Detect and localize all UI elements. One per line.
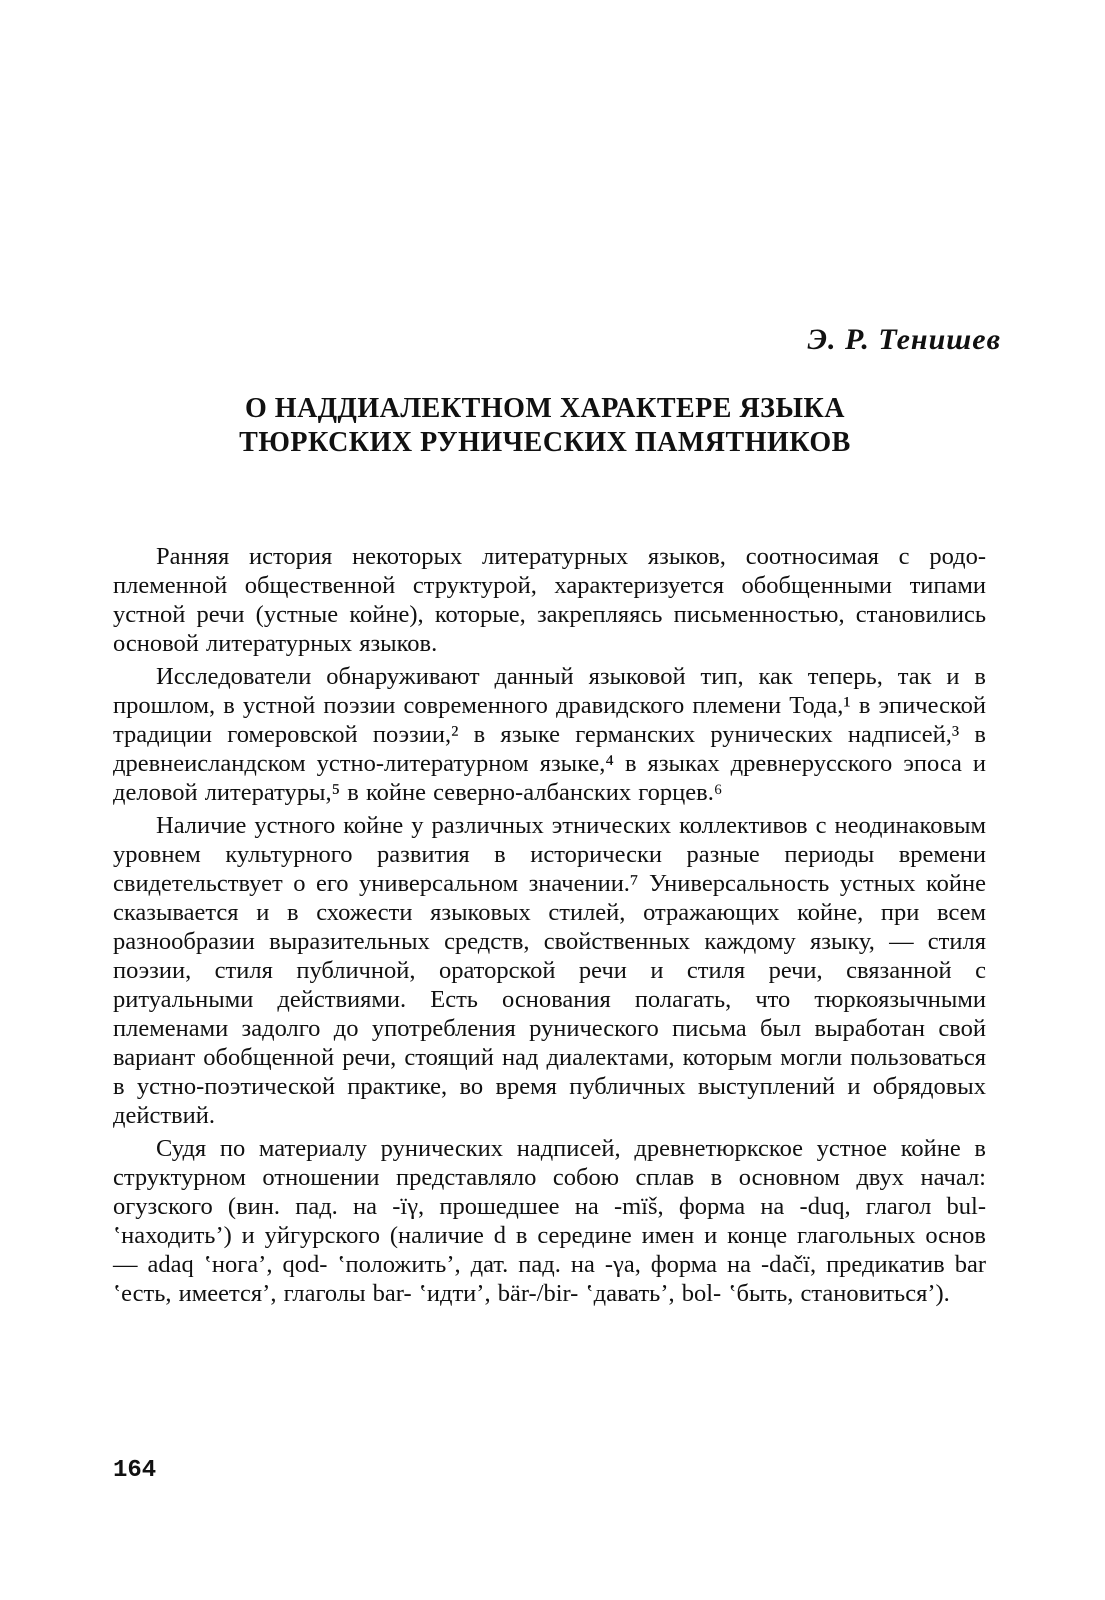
article-title <box>120 392 970 460</box>
title-line-1: О НАДДИАЛЕКТНОМ ХАРАКТЕРЕ ЯЗЫКА <box>245 393 845 424</box>
article-body <box>113 542 986 1312</box>
paragraph-3: Наличие устного койне у различных этнических коллективов с неодинаковым уровнем культурного развития в исторически разные периоды времени свидетельствует о его универсальном значении.⁷ Универсальность устных койне сказывается и в схожести языковых стилей, отражающих койне, при всем разнообразии выразительных средств, свойственных каждому языку, — стиля поэзии, стиля публичной, ораторской речи и стиля речи, связанной с ритуальными действиями. Есть основания полагать, что тюркоязычными племенами задолго до употребления рунического письма был выработан свой вариант обобщенной речи, стоящий над диалектами, которым могли пользоваться в устно-поэтической практике, во время публичных выступлений и обрядовых действий. <box>113 812 986 1129</box>
author-name: Э. Р. Тенишев <box>807 323 1001 356</box>
page-number: 164 <box>113 1457 157 1484</box>
title-line-2: ТЮРКСКИХ РУНИЧЕСКИХ ПАМЯТНИКОВ <box>239 427 851 458</box>
paragraph-4: Судя по материалу рунических надписей, древнетюркское устное койне в структурном отношении представляло собою сплав в основном двух начал: огузского (вин. пад. на -ïγ, прошедшее на -mïš, форма на -duq, глагол bul- ʽнаходить’) и уйгурского (наличие d в середине имен и конце глагольных основ — adaq ʽнога’, qod- ʽположить’, дат. пад. на -γa, форма на -dačï, предикатив bar ʽесть, имеется’, глаголы bar- ʽидти’, bär-/bir- ʽдавать’, bol- ʽбыть, становиться’). <box>113 1135 986 1307</box>
paragraph-2: Исследователи обнаруживают данный языковой тип, как теперь, так и в прошлом, в устной поэзии современного дравидского племени Тода,¹ в эпической традиции гомеровской поэзии,² в языке германских рунических надписей,³ в древнеисландском устно-литературном языке,⁴ в языках древнерусского эпоса и деловой литературы,⁵ в койне северно-албанских горцев.⁶ <box>113 663 986 806</box>
paragraph-1: Ранняя история некоторых литературных языков, соотносимая с родо-племенной общественной структурой, характеризуется обобщенными типами устной речи (устные койне), которые, закрепляясь письменностью, становились основой литературных языков. <box>113 543 986 657</box>
